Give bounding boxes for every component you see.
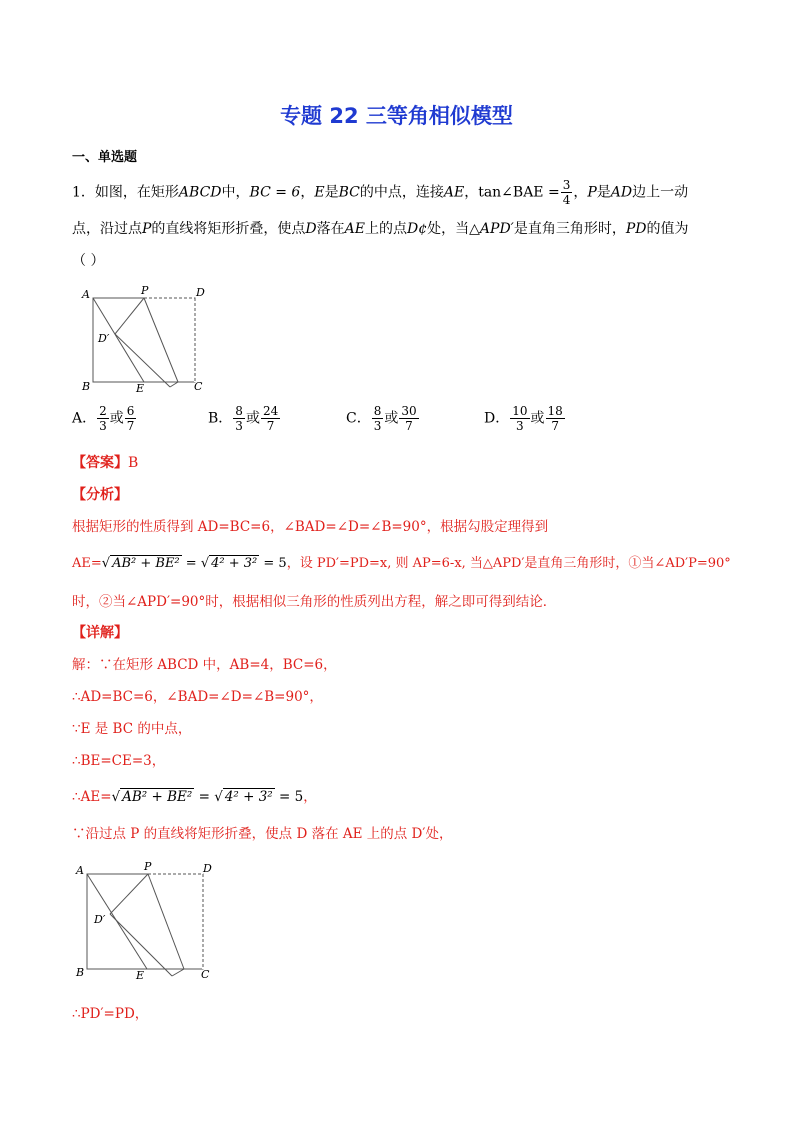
q-text: 点，沿过点 xyxy=(72,221,142,237)
option-label: A． xyxy=(72,410,97,427)
line-pd xyxy=(110,874,148,914)
q-math: PD xyxy=(625,221,647,237)
analysis-line-1: 根据矩形的性质得到 AD=BC=6，∠BAD=∠D=∠B=90°，根据勾股定理得到 xyxy=(72,519,549,535)
q-text: ， xyxy=(573,184,588,201)
q-math: AE xyxy=(443,184,465,201)
q-math: P xyxy=(587,184,597,201)
option-c[interactable] xyxy=(346,404,420,433)
fraction: $\frac{24}{7}$ xyxy=(262,404,279,433)
q-math: P xyxy=(142,221,152,237)
detail-line-4: ∴BE=CE=3， xyxy=(72,753,166,769)
answer-heading: 【答案】 xyxy=(72,455,128,471)
option-label: B． xyxy=(208,410,233,427)
geometry-figure-1 xyxy=(78,284,218,396)
question-line-2 xyxy=(72,218,689,238)
answer-value: B xyxy=(128,455,139,471)
line-cc xyxy=(170,382,178,387)
geometry-figure-2 xyxy=(72,855,222,985)
q-text: ， xyxy=(464,184,479,201)
or-text: 或 xyxy=(245,410,260,427)
label-d: D xyxy=(203,862,212,875)
q-text: 边上一动 xyxy=(632,184,689,201)
label-a: A xyxy=(76,864,84,877)
fraction: $\frac{6}{7}$ xyxy=(126,404,135,433)
detail-line-2: ∴AD=BC=6，∠BAD=∠D=∠B=90°， xyxy=(72,689,323,705)
q-math: BC = 6 xyxy=(249,184,301,201)
option-b[interactable] xyxy=(208,404,281,433)
label-e: E xyxy=(136,969,145,982)
label-dprime: D′ xyxy=(98,332,110,345)
q-text: ， xyxy=(300,184,315,201)
sqrt-expr: √ AB² + BE² = √ 4² + 3² = 5 xyxy=(111,789,304,805)
label-p: P xyxy=(141,284,149,297)
answer-line xyxy=(72,452,138,472)
q-text: 是直角三角形时， xyxy=(513,221,626,237)
detail-line-6: ∵沿过点 P 的直线将矩形折叠，使点 D 落在 AE 上的点 D′处， xyxy=(72,826,453,842)
option-label: C． xyxy=(346,410,371,427)
label-a: A xyxy=(82,288,90,301)
analysis-heading: 【分析】 xyxy=(72,487,128,503)
fraction: $\frac{10}{3}$ xyxy=(512,404,528,433)
label-e: E xyxy=(136,382,145,395)
label-c: C xyxy=(194,380,203,393)
line-cc xyxy=(172,969,184,976)
q-text: 中， xyxy=(221,184,250,201)
q-math: ABCD xyxy=(178,184,222,201)
fold-line xyxy=(144,298,178,382)
line-dc xyxy=(110,914,172,976)
q-text: 1．如图，在矩形 xyxy=(72,184,179,201)
fraction: $\frac{18}{7}$ xyxy=(547,404,563,433)
fraction: $\frac{8}{3}$ xyxy=(373,404,382,433)
analysis-line-2 xyxy=(72,552,731,571)
label-p: P xyxy=(144,860,152,873)
or-text: 或 xyxy=(109,410,124,427)
q-math: D xyxy=(305,221,317,237)
q-math: AE xyxy=(344,221,365,237)
question-line-1 xyxy=(72,178,688,207)
analysis-line-3: 时，②当∠APD′=90°时，根据相似三角形的性质列出方程，解之即可得到结论． xyxy=(72,594,557,610)
detail-line-1: 解：∵在矩形 ABCD 中，AB=4，BC=6， xyxy=(72,657,337,673)
q-text: 的直线将矩形折叠，使点 xyxy=(151,221,306,237)
option-a[interactable] xyxy=(72,404,137,433)
label-d: D xyxy=(196,286,205,299)
question-line-3: （ ） xyxy=(72,253,105,269)
label-c: C xyxy=(201,968,210,981)
fraction: $\frac{2}{3}$ xyxy=(99,404,107,433)
text: ∴AE= xyxy=(72,789,112,805)
q-text: 上的点 xyxy=(365,221,407,237)
q-math: AD xyxy=(610,184,633,201)
fraction: $\frac{3}{4}$ xyxy=(562,178,571,207)
option-label: D． xyxy=(484,410,510,427)
q-text: 是 xyxy=(324,184,339,201)
detail-line-7: ∴PD′=PD， xyxy=(72,1006,149,1022)
q-text: 处，当△ xyxy=(427,221,480,237)
q-math: APD′ xyxy=(479,221,514,237)
q-math: tan∠BAE = xyxy=(478,184,560,201)
fraction: $\frac{30}{7}$ xyxy=(401,404,417,433)
line-pd xyxy=(115,298,144,334)
fraction: $\frac{8}{3}$ xyxy=(235,404,243,433)
q-math: E xyxy=(314,184,325,201)
q-math: D¢ xyxy=(407,221,428,237)
label-dprime: D′ xyxy=(94,913,106,926)
q-math: BC xyxy=(338,184,360,201)
detail-heading: 【详解】 xyxy=(72,625,128,641)
q-text: 的中点，连接 xyxy=(359,184,444,201)
or-text: 或 xyxy=(530,410,545,427)
option-d[interactable] xyxy=(484,404,566,433)
label-b: B xyxy=(82,380,91,393)
q-text: 的值为 xyxy=(646,221,689,237)
text: ，设 PD′=PD=x, 则 AP=6-x, 当△APD′是直角三角形时，①当∠AD′P=90° xyxy=(286,556,731,571)
label-b: B xyxy=(76,966,85,979)
text: ， xyxy=(303,789,317,805)
q-text: 是 xyxy=(596,184,611,201)
detail-line-3: ∵E 是 BC 的中点， xyxy=(72,721,192,737)
text: AE= xyxy=(72,556,102,571)
page-title: 专题 22 三等角相似模型 xyxy=(280,104,513,128)
detail-line-5 xyxy=(72,785,317,805)
fold-line xyxy=(148,874,184,969)
sqrt-expr: √ AB² + BE² = √ 4² + 3² = 5 xyxy=(101,556,287,571)
section-heading: 一、单选题 xyxy=(72,150,138,165)
q-text: 落在 xyxy=(316,221,345,237)
or-text: 或 xyxy=(384,410,399,427)
